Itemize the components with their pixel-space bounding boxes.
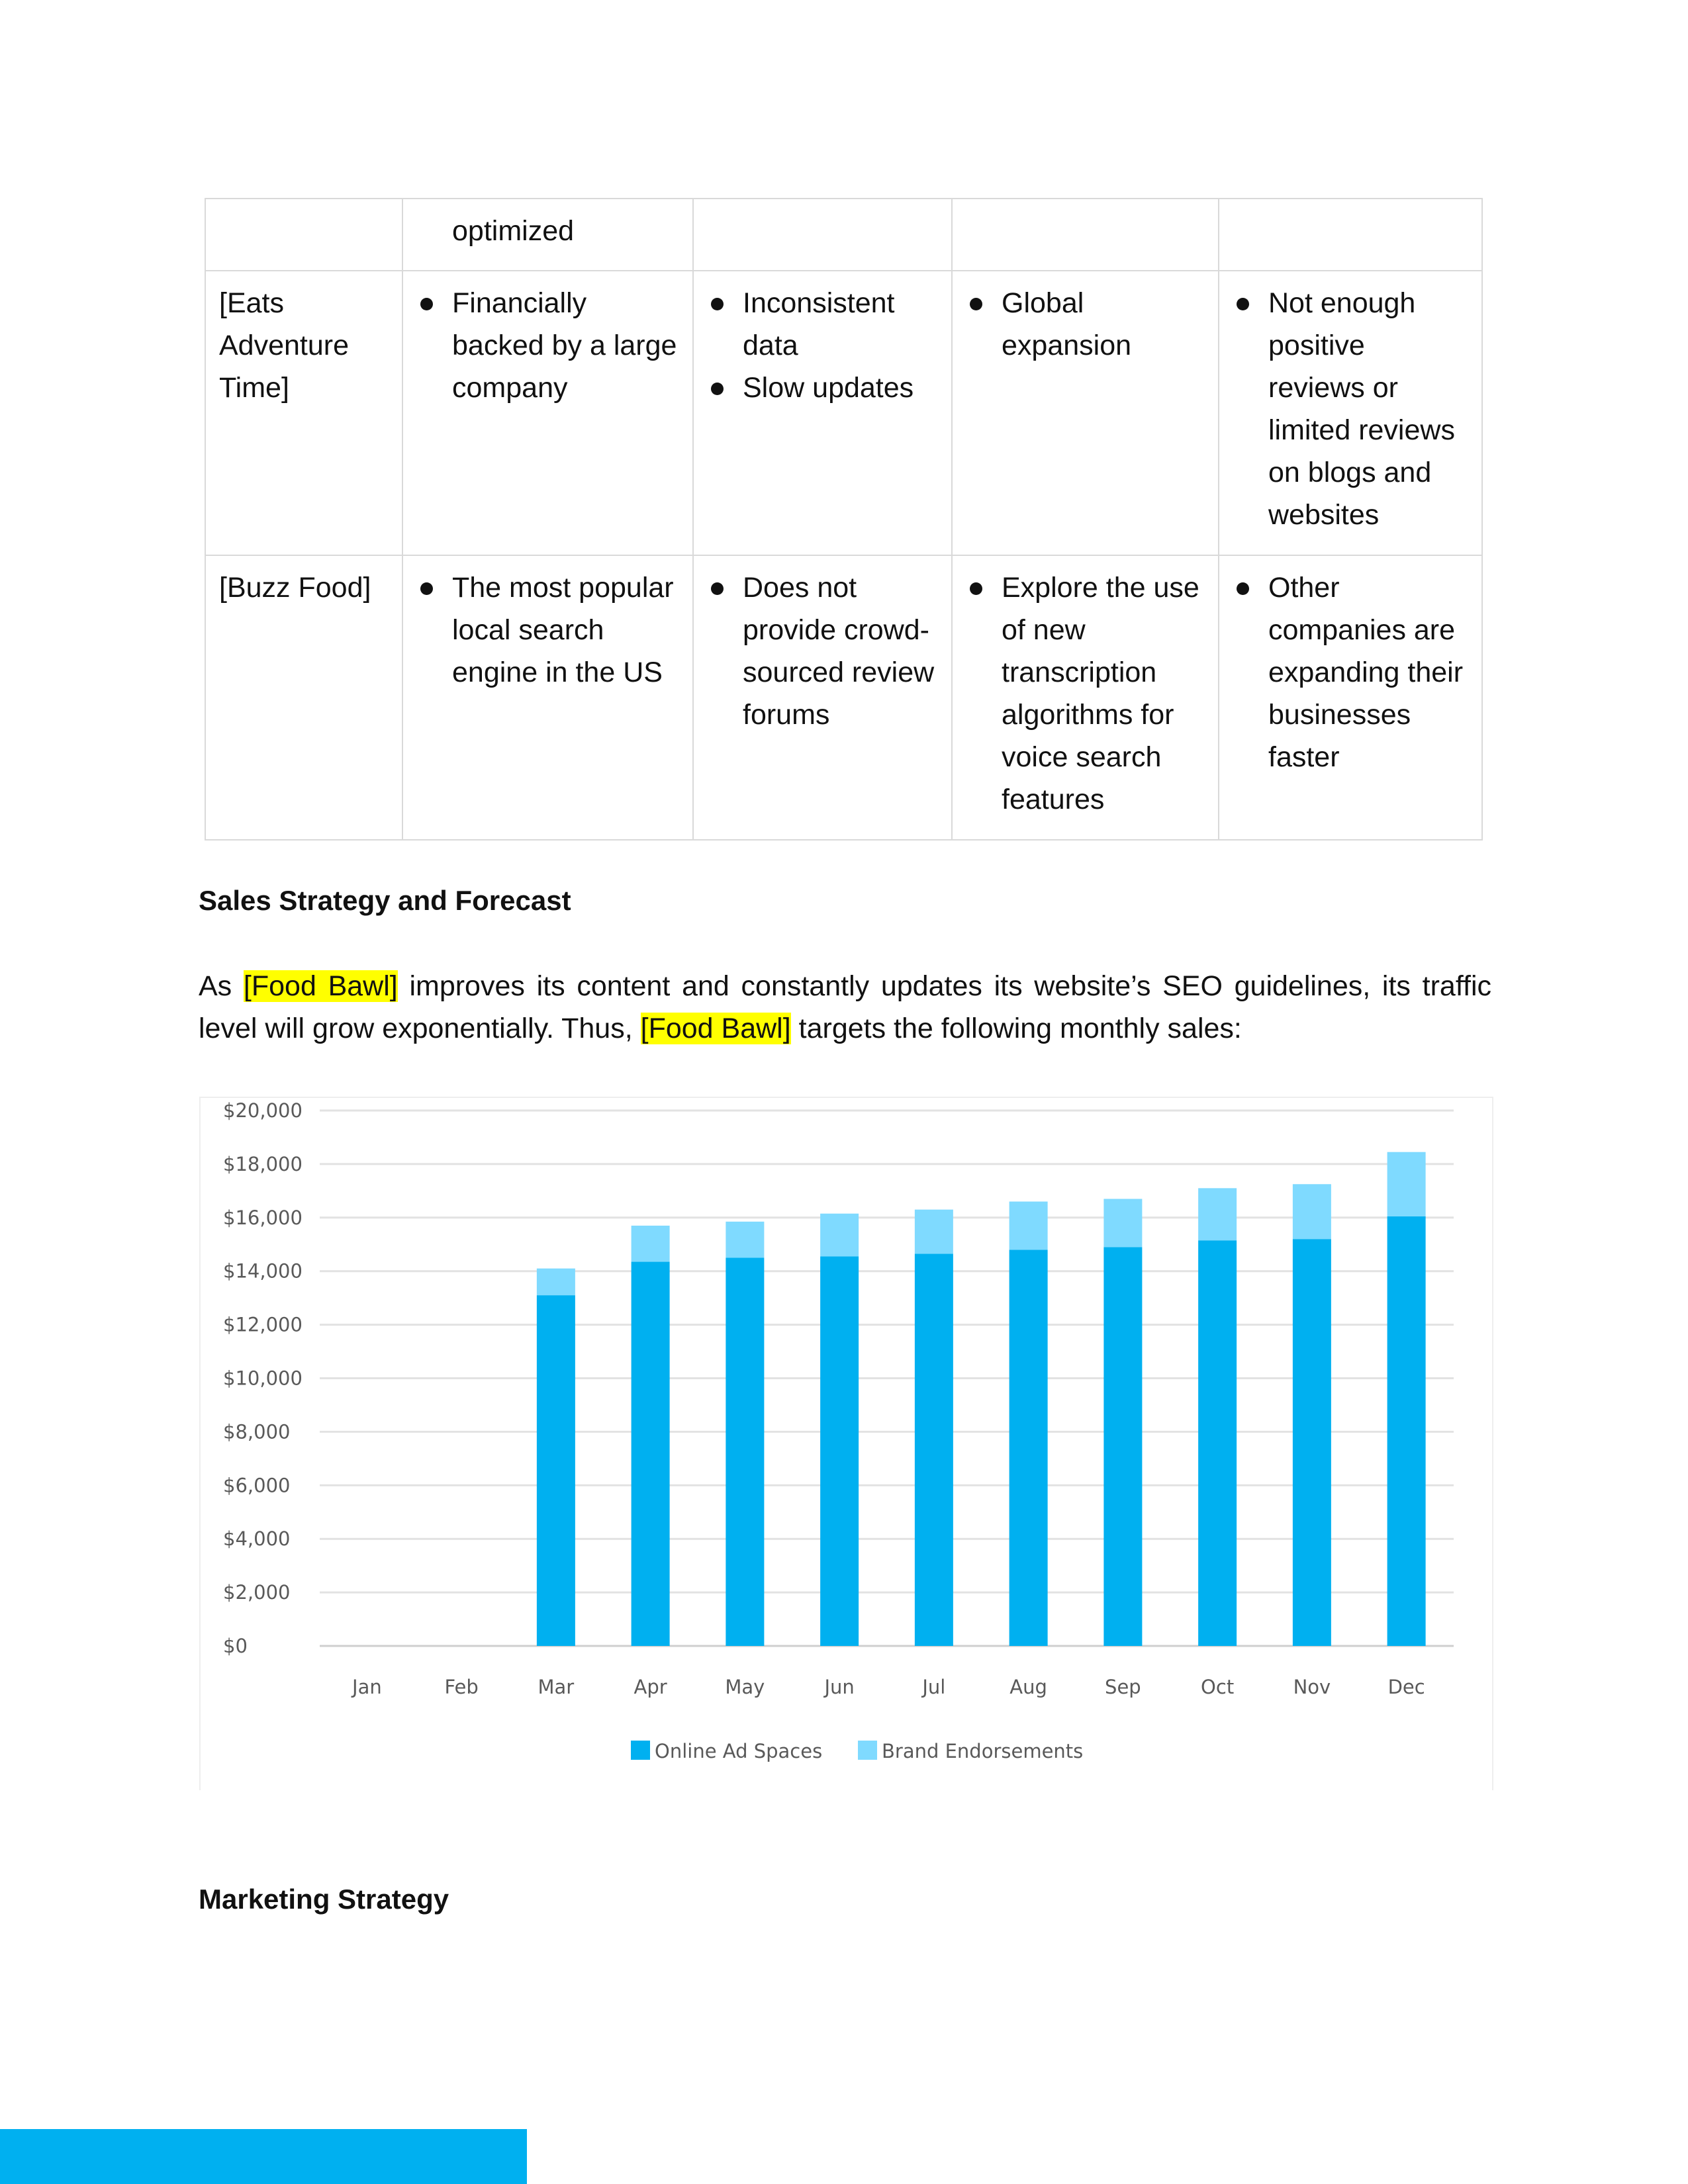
bullet-item: Not enough positive reviews or limited reviews on blogs and websites bbox=[1268, 282, 1468, 536]
bullet-list bbox=[1233, 282, 1468, 536]
competitor-name: [Eats Adventure Time] bbox=[205, 271, 402, 555]
paragraph-text: targets the following monthly sales: bbox=[790, 1013, 1242, 1044]
weaknesses-cell bbox=[693, 555, 952, 840]
bullet-item: Global expansion bbox=[1002, 282, 1205, 367]
x-tick-label: Sep bbox=[1105, 1676, 1141, 1698]
strengths-cell bbox=[402, 271, 693, 555]
y-tick-label: $8,000 bbox=[223, 1420, 291, 1443]
bullet-list bbox=[416, 282, 679, 409]
bar-online-ad-spaces bbox=[1103, 1247, 1142, 1646]
legend-swatch bbox=[858, 1741, 877, 1760]
x-tick-label: Dec bbox=[1387, 1676, 1425, 1698]
table-row bbox=[205, 271, 1482, 555]
bullet-item: Financially backed by a large company bbox=[452, 282, 679, 409]
continued-text: optimized bbox=[452, 215, 575, 247]
legend-label: Online Ad Spaces bbox=[655, 1740, 823, 1762]
bar-online-ad-spaces bbox=[820, 1256, 859, 1646]
opportunities-cell bbox=[952, 555, 1219, 840]
highlighted-company-name: [Food Bawl] bbox=[243, 970, 398, 1002]
x-tick-label: Nov bbox=[1293, 1676, 1331, 1698]
bullet-list bbox=[966, 282, 1205, 367]
x-tick-label: Jul bbox=[922, 1676, 946, 1698]
x-tick-label: Jun bbox=[824, 1676, 855, 1698]
bullet-item: Inconsistent data bbox=[743, 282, 938, 367]
bar-brand-endorsements bbox=[1387, 1152, 1426, 1216]
threats-cell bbox=[1219, 199, 1482, 271]
bullet-list bbox=[1233, 567, 1468, 778]
bar-online-ad-spaces bbox=[726, 1257, 764, 1646]
sales-strategy-heading: Sales Strategy and Forecast bbox=[199, 885, 571, 916]
bar-online-ad-spaces bbox=[537, 1295, 575, 1646]
x-tick-label: May bbox=[725, 1676, 765, 1698]
table-row bbox=[205, 199, 1482, 271]
opportunities-cell bbox=[952, 271, 1219, 555]
y-tick-label: $14,000 bbox=[223, 1259, 303, 1283]
y-tick-label: $4,000 bbox=[223, 1527, 291, 1551]
bar-online-ad-spaces bbox=[915, 1253, 953, 1646]
bar-online-ad-spaces bbox=[1387, 1216, 1426, 1646]
y-tick-label: $16,000 bbox=[223, 1206, 303, 1229]
bar-brand-endorsements bbox=[1293, 1184, 1331, 1239]
sales-paragraph bbox=[199, 965, 1491, 1050]
paragraph-text: improves its content and constantly updates its website’s SEO guidelines, its traffic level will grow exponentially. Thus, bbox=[199, 970, 1491, 1044]
highlighted-company-name: [Food Bawl] bbox=[640, 1013, 791, 1044]
competitor-name bbox=[205, 199, 402, 271]
x-tick-label: Feb bbox=[444, 1676, 479, 1698]
bar-brand-endorsements bbox=[632, 1226, 670, 1262]
threats-cell bbox=[1219, 271, 1482, 555]
y-tick-label: $6,000 bbox=[223, 1474, 291, 1497]
bar-brand-endorsements bbox=[726, 1222, 764, 1258]
bar-online-ad-spaces bbox=[632, 1262, 670, 1646]
footer-accent-bar bbox=[0, 2129, 527, 2184]
sales-forecast-chart bbox=[199, 1097, 1493, 1790]
bar-brand-endorsements bbox=[915, 1210, 953, 1254]
bullet-item: Does not provide crowd-sourced review forums bbox=[743, 567, 938, 736]
table-row bbox=[205, 555, 1482, 840]
bar-online-ad-spaces bbox=[1198, 1240, 1237, 1646]
bullet-item: Slow updates bbox=[743, 367, 938, 409]
bar-brand-endorsements bbox=[1103, 1199, 1142, 1247]
bullet-list bbox=[966, 567, 1205, 821]
weaknesses-cell bbox=[693, 199, 952, 271]
threats-cell bbox=[1219, 555, 1482, 840]
bar-brand-endorsements bbox=[1009, 1202, 1048, 1250]
bullet-item: Other companies are expanding their businesses faster bbox=[1268, 567, 1468, 778]
y-tick-label: $0 bbox=[223, 1635, 248, 1657]
strengths-cell bbox=[402, 199, 693, 271]
bullet-list bbox=[707, 567, 938, 736]
competitor-table bbox=[205, 198, 1483, 841]
bar-brand-endorsements bbox=[820, 1214, 859, 1257]
legend-swatch bbox=[631, 1741, 650, 1760]
x-tick-label: Aug bbox=[1009, 1676, 1047, 1698]
bullet-item: The most popular local search engine in the US bbox=[452, 567, 679, 694]
competitor-name: [Buzz Food] bbox=[205, 555, 402, 840]
y-tick-label: $2,000 bbox=[223, 1581, 291, 1604]
bar-brand-endorsements bbox=[537, 1269, 575, 1295]
x-tick-label: Oct bbox=[1201, 1676, 1235, 1698]
legend-label: Brand Endorsements bbox=[882, 1740, 1084, 1762]
marketing-strategy-heading: Marketing Strategy bbox=[199, 1884, 449, 1915]
y-tick-label: $12,000 bbox=[223, 1313, 303, 1336]
bar-online-ad-spaces bbox=[1293, 1239, 1331, 1646]
chart-canvas bbox=[201, 1098, 1495, 1792]
weaknesses-cell bbox=[693, 271, 952, 555]
bullet-item: Explore the use of new transcription algorithms for voice search features bbox=[1002, 567, 1205, 821]
y-tick-label: $18,000 bbox=[223, 1152, 303, 1175]
strengths-cell bbox=[402, 555, 693, 840]
y-tick-label: $10,000 bbox=[223, 1367, 303, 1390]
x-tick-label: Jan bbox=[352, 1676, 382, 1698]
bullet-list bbox=[707, 282, 938, 409]
opportunities-cell bbox=[952, 199, 1219, 271]
bar-brand-endorsements bbox=[1198, 1188, 1237, 1240]
y-tick-label: $20,000 bbox=[223, 1099, 303, 1122]
x-tick-label: Mar bbox=[538, 1676, 575, 1698]
bullet-list bbox=[416, 567, 679, 694]
paragraph-text: As bbox=[199, 970, 244, 1002]
x-tick-label: Apr bbox=[633, 1676, 667, 1698]
bar-online-ad-spaces bbox=[1009, 1250, 1048, 1646]
